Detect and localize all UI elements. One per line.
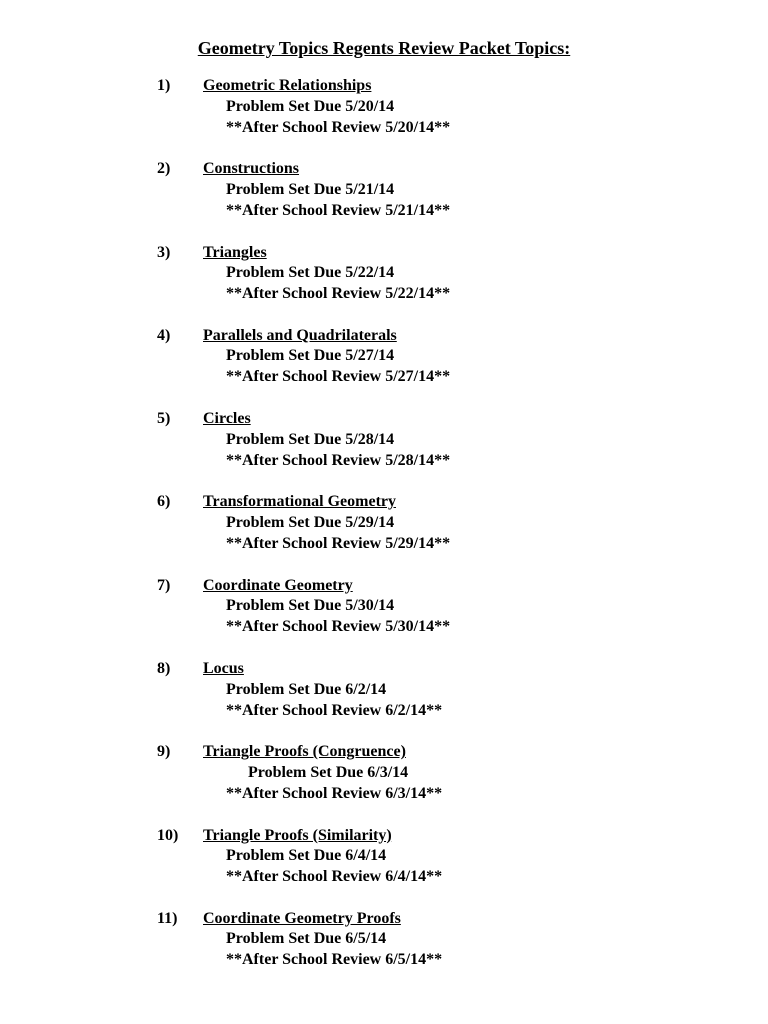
topic-number: 7) <box>157 576 171 594</box>
problem-set-due: Problem Set Due 5/30/14 <box>226 597 395 615</box>
page-title: Geometry Topics Regents Review Packet Topics: <box>197 38 571 58</box>
topic-number: 10) <box>157 826 179 844</box>
topic-item <box>0 577 768 660</box>
topic-number: 9) <box>157 743 171 761</box>
topic-item <box>0 493 768 576</box>
topic-list <box>0 77 768 993</box>
problem-set-due: Problem Set Due 6/4/14 <box>226 847 387 865</box>
topic-item <box>0 910 768 993</box>
problem-set-due: Problem Set Due 5/29/14 <box>226 513 395 531</box>
after-school-review: **After School Review 5/30/14** <box>226 618 451 636</box>
problem-set-due: Problem Set Due 6/5/14 <box>226 930 387 948</box>
topic-name: Geometric Relationships <box>203 77 372 94</box>
topic-number: 1) <box>157 77 171 94</box>
problem-set-due: Problem Set Due 6/3/14 <box>248 763 409 781</box>
topic-number: 5) <box>157 410 171 428</box>
problem-set-due: Problem Set Due 5/28/14 <box>226 430 395 448</box>
after-school-review: **After School Review 6/3/14** <box>226 784 443 802</box>
topic-name: Coordinate Geometry <box>203 576 353 594</box>
problem-set-due: Problem Set Due 5/20/14 <box>226 97 395 115</box>
topic-number: 11) <box>157 909 178 927</box>
topic-name: Constructions <box>203 160 300 178</box>
topic-name: Coordinate Geometry Proofs <box>203 909 401 927</box>
after-school-review: **After School Review 6/4/14** <box>226 868 443 886</box>
topic-item <box>0 160 768 243</box>
after-school-review: **After School Review 5/22/14** <box>226 285 451 303</box>
topic-name: Triangle Proofs (Congruence) <box>203 743 406 761</box>
topic-item <box>0 77 768 160</box>
topic-number: 2) <box>157 160 171 178</box>
topic-item <box>0 660 768 743</box>
after-school-review: **After School Review 5/28/14** <box>226 451 451 469</box>
topic-item <box>0 327 768 410</box>
after-school-review: **After School Review 5/21/14** <box>226 201 451 219</box>
topic-number: 3) <box>157 243 171 261</box>
topic-item <box>0 743 768 826</box>
topic-number: 6) <box>157 493 171 511</box>
topic-item <box>0 410 768 493</box>
problem-set-due: Problem Set Due 5/22/14 <box>226 264 395 282</box>
after-school-review: **After School Review 5/20/14** <box>226 118 451 136</box>
topic-name: Triangle Proofs (Similarity) <box>203 826 392 844</box>
topic-name: Circles <box>203 410 251 428</box>
after-school-review: **After School Review 5/27/14** <box>226 368 451 386</box>
topic-name: Triangles <box>203 243 267 261</box>
after-school-review: **After School Review 6/2/14** <box>226 701 443 719</box>
after-school-review: **After School Review 5/29/14** <box>226 534 451 552</box>
problem-set-due: Problem Set Due 5/21/14 <box>226 180 395 198</box>
topic-name: Parallels and Quadrilaterals <box>203 326 397 344</box>
topic-name: Transformational Geometry <box>203 493 396 511</box>
topic-item <box>0 244 768 327</box>
topic-number: 4) <box>157 326 171 344</box>
topic-name: Locus <box>203 660 244 678</box>
problem-set-due: Problem Set Due 6/2/14 <box>226 680 387 698</box>
topic-number: 8) <box>157 660 171 678</box>
topic-item <box>0 827 768 910</box>
after-school-review: **After School Review 6/5/14** <box>226 951 443 969</box>
problem-set-due: Problem Set Due 5/27/14 <box>226 347 395 365</box>
